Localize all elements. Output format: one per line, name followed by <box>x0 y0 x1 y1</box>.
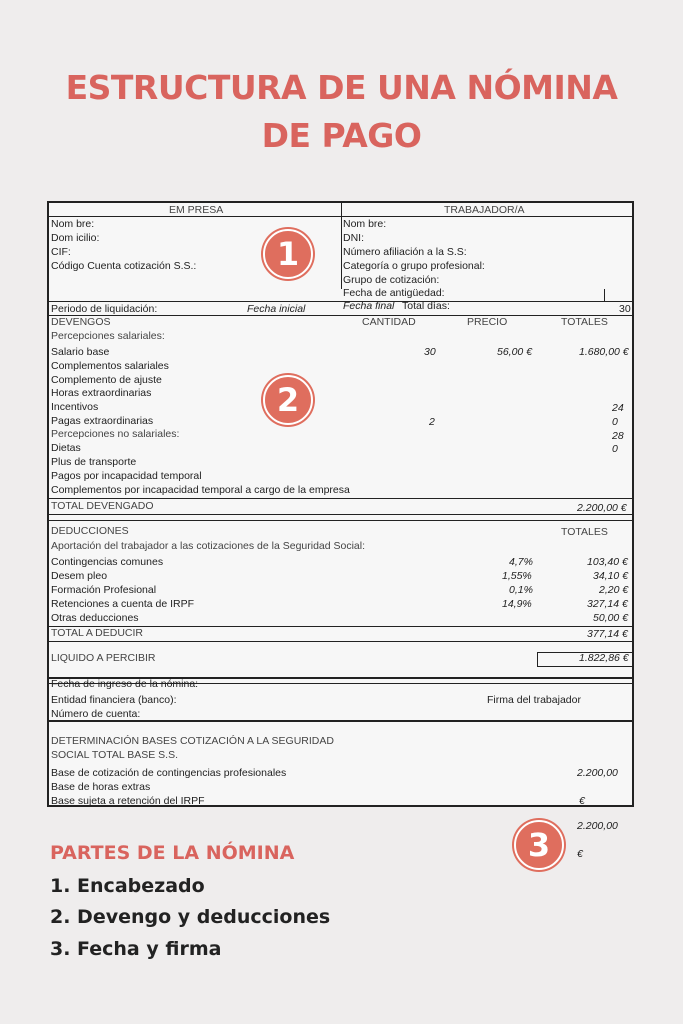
numero-cuenta: Número de cuenta: <box>51 708 141 720</box>
bases-row-label: Base sujeta a retención del IRPF <box>51 795 205 807</box>
total-devengado-label: TOTAL DEVENGADO <box>51 500 154 512</box>
trabajador-antiguedad: Fecha de antigüedad: <box>343 287 445 299</box>
entidad-financiera: Entidad financiera (banco): <box>51 694 177 706</box>
deduccion-row-label: Desem pleo <box>51 570 108 582</box>
deduccion-row-total: 34,10 € <box>593 570 629 582</box>
trabajador-grupo: Grupo de cotización: <box>343 274 440 286</box>
devengo-row-label: Plus de transporte <box>51 456 137 468</box>
devengo-row-label: Dietas <box>51 442 81 454</box>
devengo-row-total: 0 <box>612 443 618 455</box>
devengo-row-total: 24 <box>612 402 624 414</box>
devengo-row-label: Pagas extraordinarias <box>51 415 154 427</box>
deduccion-row-label: Otras deducciones <box>51 612 139 624</box>
deduccion-row-label: Formación Profesional <box>51 584 157 596</box>
total-deducir-label: TOTAL A DEDUCIR <box>51 627 143 639</box>
trabajador-nombre: Nom bre: <box>343 218 387 230</box>
badge-1: 1 <box>263 229 313 279</box>
liquido-label: LIQUIDO A PERCIBIR <box>51 652 156 664</box>
trabajador-categoria: Categoría o grupo profesional: <box>343 260 485 272</box>
badge-3: 3 <box>514 820 564 870</box>
liquido-value: 1.822,86 € <box>579 652 629 664</box>
col-precio: PRECIO <box>467 316 508 328</box>
partes-item: 1. Encabezado <box>50 875 205 897</box>
bases-row-value: 2.200,00 <box>577 767 618 779</box>
badge-2: 2 <box>263 375 313 425</box>
deduccion-row-total: 50,00 € <box>593 612 629 624</box>
empresa-nombre: Nom bre: <box>51 218 95 230</box>
bases-outside-euro: € <box>577 848 583 860</box>
bases-row-label: Base de cotización de contingencias profesionales <box>51 767 287 779</box>
devengo-row-precio: 56,00 € <box>497 346 533 358</box>
fecha-inicial: Fecha inicial <box>247 303 306 315</box>
empresa-ccc: Código Cuenta cotización S.S.: <box>51 260 197 272</box>
deduccion-row-total: 2,20 € <box>599 584 629 596</box>
devengo-row-label: Horas extraordinarias <box>51 387 152 399</box>
partes-item: 2. Devengo y deducciones <box>50 906 331 928</box>
devengo-row-label: Pagos por incapacidad temporal <box>51 470 202 482</box>
col-totales: TOTALES <box>561 316 608 328</box>
deduccion-row-pct: 14,9% <box>502 598 532 610</box>
deduccion-row-label: Retenciones a cuenta de IRPF <box>51 598 195 610</box>
devengo-row-total: 1.680,00 € <box>579 346 629 358</box>
partes-title: PARTES DE LA NÓMINA <box>50 842 295 864</box>
devengo-row-label: Salario base <box>51 346 110 358</box>
total-deducir-value: 377,14 € <box>587 628 628 640</box>
devengo-row-label: Complementos salariales <box>51 360 169 372</box>
bases-row-value: € <box>579 795 585 807</box>
bases-outside-value: 2.200,00 <box>577 820 618 832</box>
deducciones-title: DEDUCCIONES <box>51 525 129 537</box>
deduccion-row-pct: 4,7% <box>509 556 533 568</box>
partes-item: 3. Fecha y firma <box>50 938 222 960</box>
devengo-row-cantidad: 30 <box>424 346 436 358</box>
trabajador-title: TRABAJADOR/A <box>444 204 525 216</box>
fecha-final: Fecha final <box>343 300 395 312</box>
devengo-row-cantidad: 2 <box>429 416 435 428</box>
fecha-ingreso: Fecha de ingreso de la nómina: <box>51 678 199 690</box>
deduccion-row-label: Contingencias comunes <box>51 556 164 568</box>
total-dias-label: Total días: <box>402 300 450 312</box>
deduccion-row-pct: 1,55% <box>502 570 532 582</box>
total-dias-value: 30 <box>619 303 631 315</box>
empresa-domicilio: Dom icilio: <box>51 232 100 244</box>
deduccion-row-pct: 0,1% <box>509 584 533 596</box>
bases-title-line-2: SOCIAL TOTAL BASE S.S. <box>51 749 179 761</box>
aportacion-label: Aportación del trabajador a las cotizaciones de la Seguridad Social: <box>51 540 366 552</box>
deducciones-col-totales: TOTALES <box>561 526 608 538</box>
total-devengado-value: 2.200,00 € <box>577 502 627 514</box>
devengo-row-label: Complemento de ajuste <box>51 374 162 386</box>
firma-trabajador: Firma del trabajador <box>487 694 581 706</box>
trabajador-afiliacion: Número afiliación a la S.S: <box>343 246 467 258</box>
deduccion-row-total: 103,40 € <box>587 556 628 568</box>
empresa-title: EM PRESA <box>169 204 224 216</box>
devengos-title: DEVENGOS <box>51 316 111 328</box>
devengo-row-total: 28 <box>612 430 624 442</box>
devengo-row-label: Complementos por incapacidad temporal a cargo de la empresa <box>51 484 350 496</box>
col-cantidad: CANTIDAD <box>362 316 416 328</box>
devengo-row-label: Incentivos <box>51 401 99 413</box>
deduccion-row-total: 327,14 € <box>587 598 628 610</box>
bases-title-line-1: DETERMINACIÓN BASES COTIZACIÓN A LA SEGURIDAD <box>51 735 334 747</box>
payslip-form <box>47 201 634 807</box>
devengo-row-total: 0 <box>612 416 618 428</box>
page-title-line-1: ESTRUCTURA DE UNA NÓMINA <box>65 68 618 107</box>
trabajador-dni: DNI: <box>343 232 364 244</box>
periodo-label: Periodo de liquidación: <box>51 303 158 315</box>
devengo-row-label: Percepciones no salariales: <box>51 428 180 440</box>
percepciones-salariales: Percepciones salariales: <box>51 330 165 342</box>
page-title-line-2: DE PAGO <box>261 116 422 155</box>
empresa-cif: CIF: <box>51 246 71 258</box>
bases-row-label: Base de horas extras <box>51 781 151 793</box>
